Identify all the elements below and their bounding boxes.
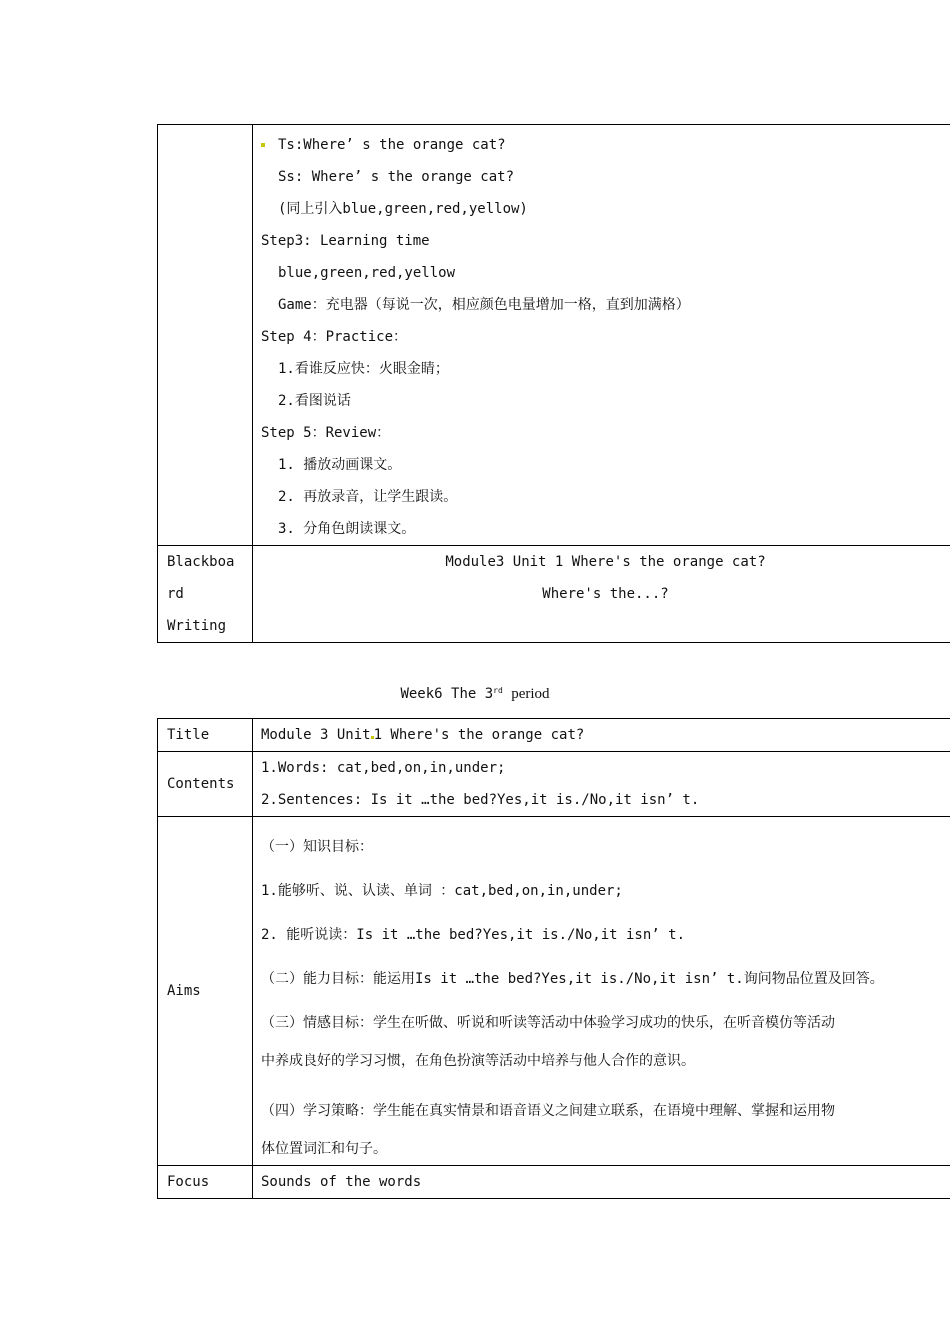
procedure-line: Step3: Learning time (261, 233, 430, 249)
focus-row (158, 1166, 950, 1199)
aims-row (158, 817, 950, 1166)
aims-line: 2. 能听说读：Is it …the bed?Yes,it is./No,it isn’ t. (261, 927, 686, 943)
procedure-content-cell (253, 125, 950, 546)
contents-label: Contents (167, 776, 235, 792)
procedure-line: 2. 再放录音，让学生跟读。 (278, 489, 458, 505)
blackboard-line-2: Where's the...? (542, 586, 669, 602)
procedure-table (157, 124, 950, 643)
title-label-cell (158, 719, 253, 752)
procedure-line: 2.看图说话 (278, 393, 351, 409)
blackboard-line-1: Module3 Unit 1 Where's the orange cat? (445, 554, 766, 570)
procedure-line: blue,green,red,yellow (278, 265, 456, 281)
title-value-cell (253, 719, 950, 752)
contents-row (158, 752, 950, 817)
blackboard-label-line: rd (167, 586, 184, 602)
procedure-line (261, 129, 950, 161)
procedure-line: Step 4：Practice： (261, 329, 408, 345)
procedure-line: 1. 播放动画课文。 (278, 457, 402, 473)
procedure-line: (同上引入blue,green,red,yellow) (278, 201, 528, 217)
period-title-prefix: Week6 The 3 (400, 686, 494, 702)
period-title-suffix: period (511, 686, 550, 702)
focus-value: Sounds of the words (261, 1174, 422, 1190)
procedure-label-cell (158, 125, 253, 546)
focus-label-cell (158, 1166, 253, 1199)
focus-label: Focus (167, 1174, 210, 1190)
contents-value-cell (253, 752, 950, 817)
aims-line: 中养成良好的学习习惯，在角色扮演等活动中培养与他人合作的意识。 (261, 1053, 695, 1069)
blackboard-label-cell (158, 546, 253, 643)
procedure-line: Step 5：Review： (261, 425, 391, 441)
title-value-part: Module 3 Unit (261, 727, 371, 743)
blackboard-label-line: Blackboa (167, 554, 235, 570)
procedure-row (158, 125, 950, 546)
contents-line: 2.Sentences: Is it …the bed?Yes,it is./No,it isn’ t. (261, 792, 700, 808)
aims-line: （二）能力目标：能运用Is it …the bed?Yes,it is./No,it isn’ t.询问物品位置及回答。 (261, 971, 884, 987)
aims-label: Aims (167, 983, 201, 999)
aims-line: （四）学习策略：学生能在真实情景和语音语义之间建立联系，在语境中理解、掌握和运用物 (261, 1103, 835, 1119)
focus-value-cell (253, 1166, 950, 1199)
title-row (158, 719, 950, 752)
lesson-plan-table (157, 718, 950, 1199)
period-title (0, 686, 950, 703)
title-value-part: 1 Where's the orange cat? (373, 727, 585, 743)
aims-label-cell (158, 817, 253, 1166)
title-value (261, 719, 950, 751)
period-title-sup: rd (493, 686, 503, 695)
aims-line: （一）知识目标： (261, 839, 373, 855)
contents-line: 1.Words: cat,bed,on,in,under; (261, 760, 506, 776)
blackboard-row (158, 546, 950, 643)
procedure-line-text: Ts:Where’ s the orange cat? (278, 137, 506, 153)
contents-label-cell (158, 752, 253, 817)
aims-value-cell (253, 817, 950, 1166)
marker-icon (261, 143, 265, 147)
aims-line: 体位置词汇和句子。 (261, 1141, 387, 1157)
aims-line: 1.能够听、说、认读、单词 ：cat,bed,on,in,under; (261, 883, 623, 899)
aims-line: （三）情感目标：学生在听做、听说和听读等活动中体验学习成功的快乐，在听音模仿等活动 (261, 1015, 835, 1031)
procedure-line: Game：充电器（每说一次，相应颜色电量增加一格，直到加满格） (278, 297, 690, 313)
procedure-line: 1.看谁反应快：火眼金睛； (278, 361, 449, 377)
blackboard-content-cell (253, 546, 950, 643)
procedure-line: 3. 分角色朗读课文。 (278, 521, 416, 537)
procedure-line: Ss: Where’ s the orange cat? (278, 169, 515, 185)
title-label: Title (167, 727, 210, 743)
blackboard-label-line: Writing (167, 618, 227, 634)
